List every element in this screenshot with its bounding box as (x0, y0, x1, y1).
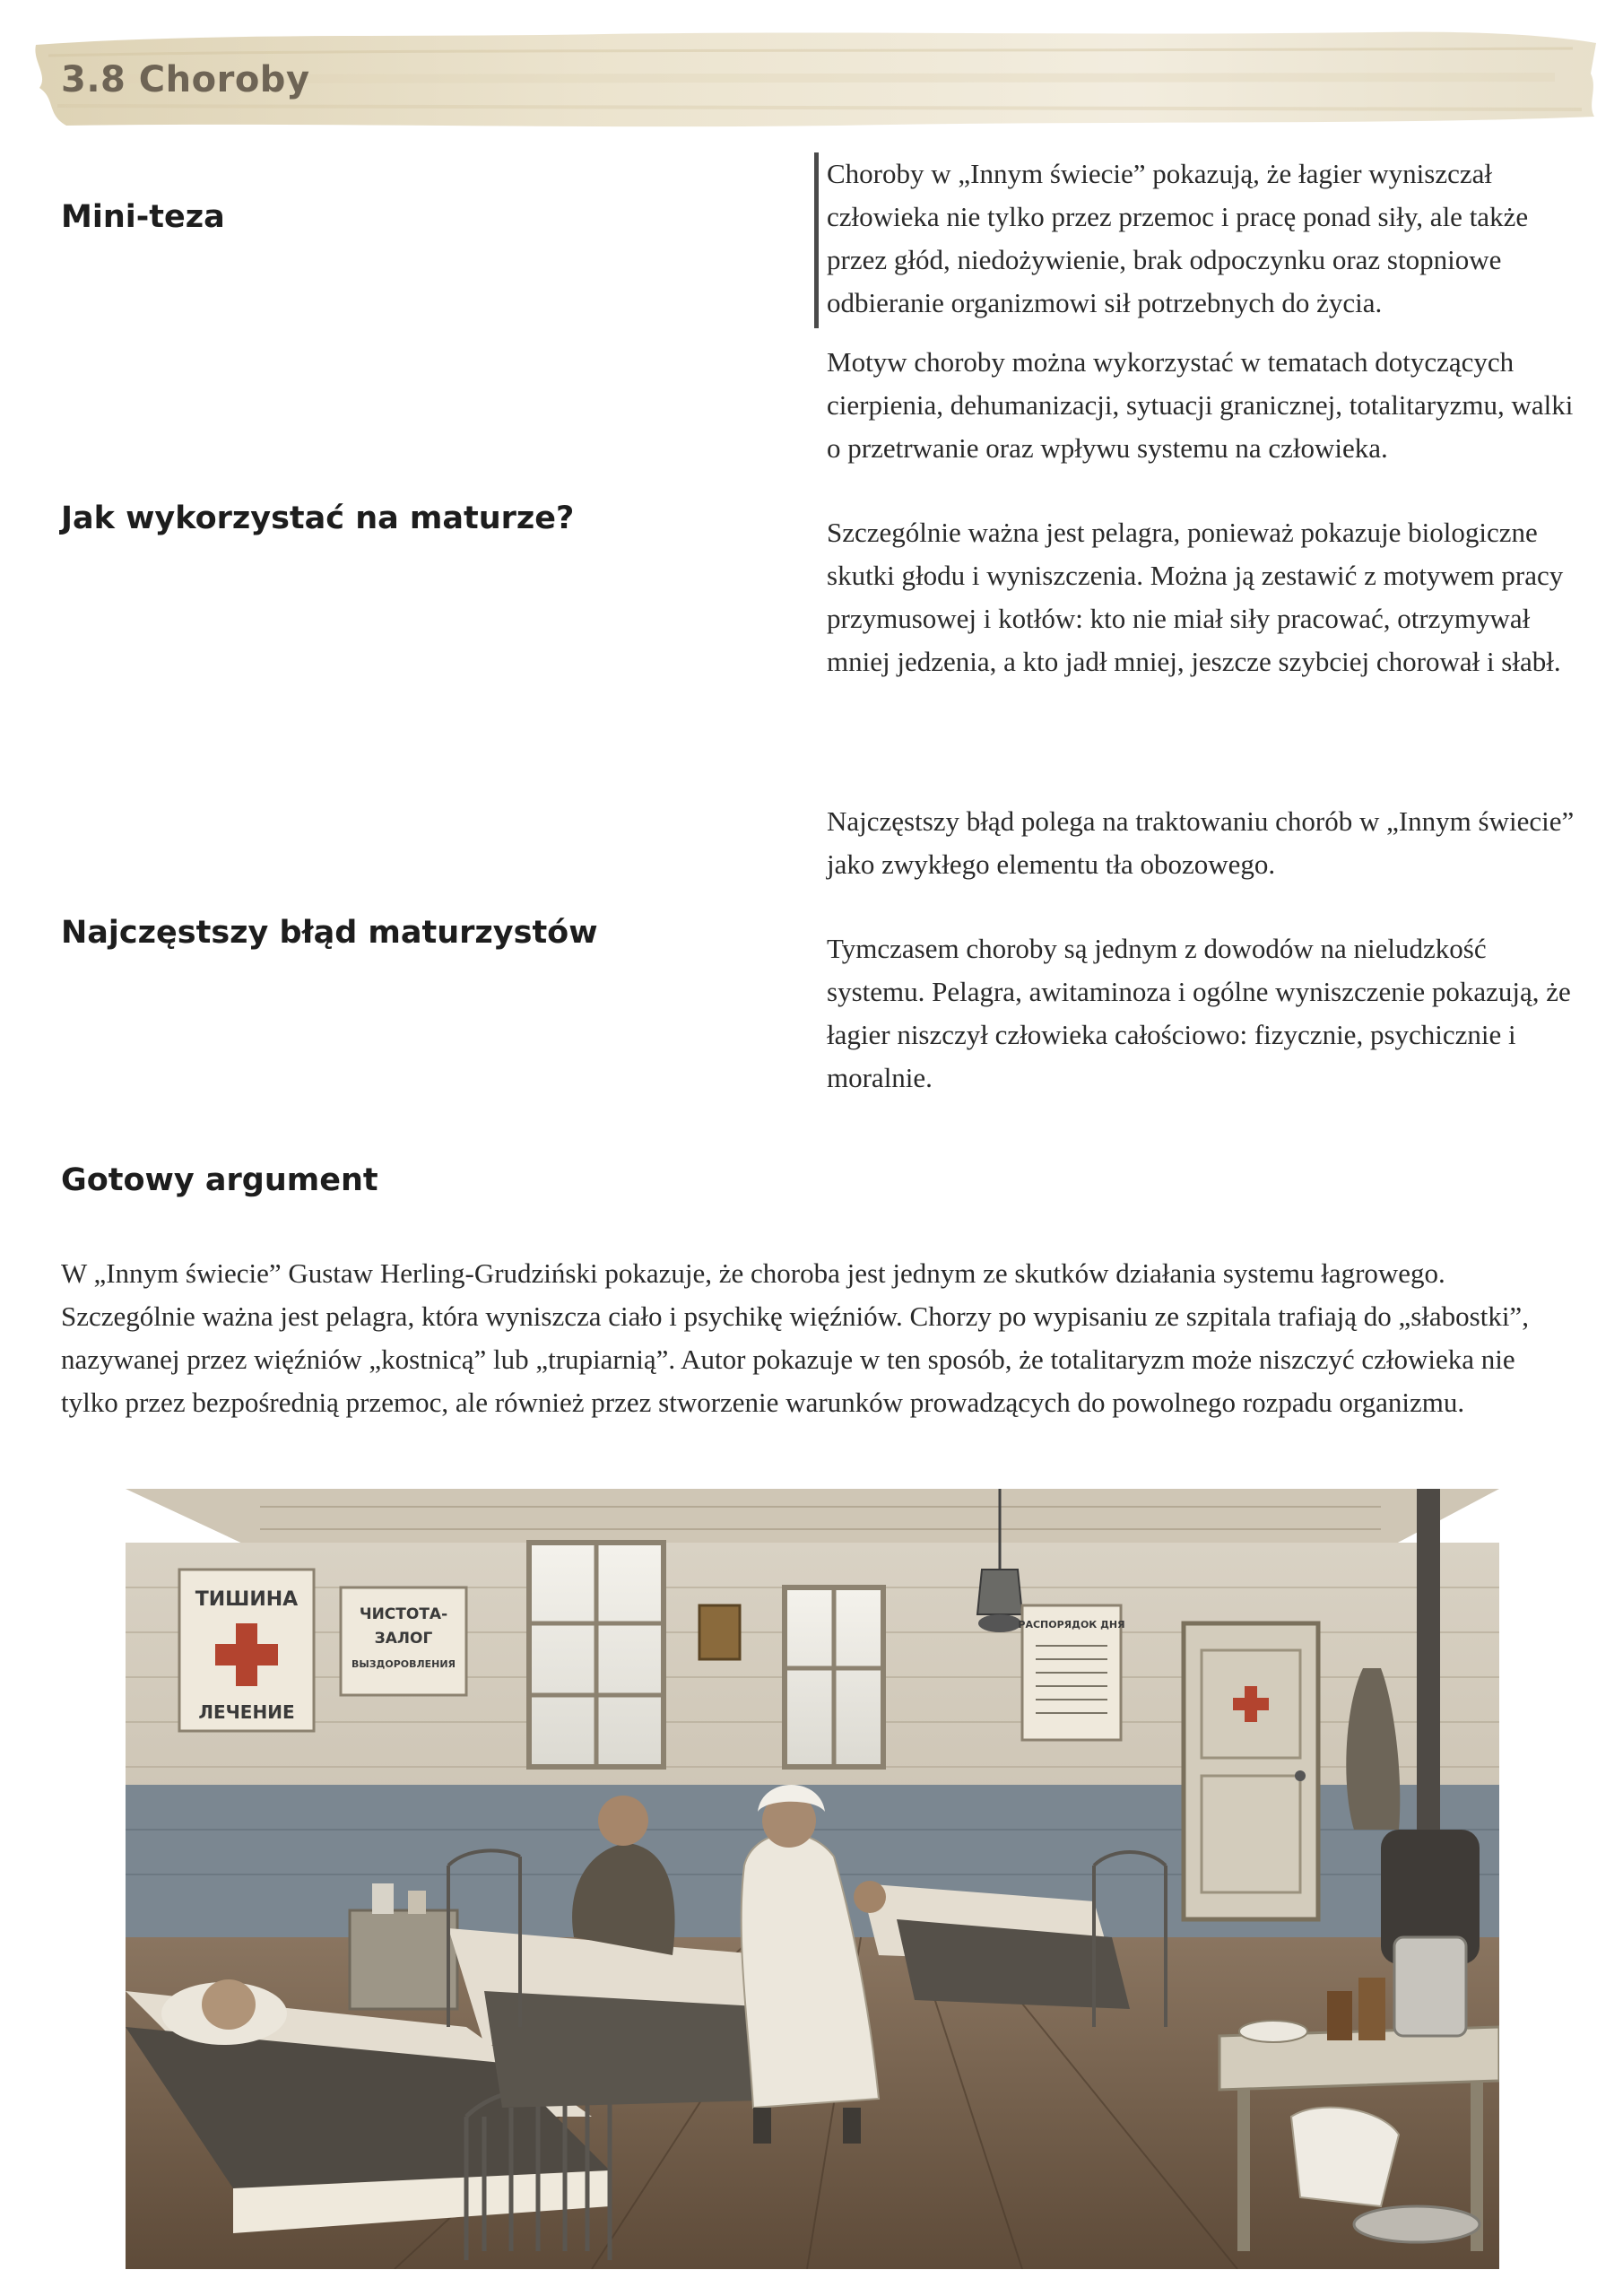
matura-heading: Jak wykorzystać na maturze? (61, 500, 575, 536)
argument-text: W „Innym świecie” Gustaw Herling-Grudziński pokazuje, że choroba jest jednym ze skutków działania systemu łagrowego. Szczególnie ważna jest pelagra, która wyniszcza ciało i psychikę więźniów. Chorzy po wypisaniu ze szpitala trafiają do „słabostki”, nazywanej przez więźniów „kostnicą” lub „trupiarnią”. Autor pokazuje w ten sposób, że totalitaryzm może niszczyć człowieka nie tylko przez bezpośrednią przemoc, ale również przez stworzenie warunków prowadzących do powolnego rozpadu organizmu. (61, 1257, 1529, 1418)
matura-text-block (827, 341, 1580, 683)
blad-text-block (827, 800, 1580, 1100)
daily-schedule-notice (1018, 1605, 1124, 1740)
matura-paragraph-2: Szczególnie ważna jest pelagra, ponieważ pokazuje biologiczne skutki głodu i wyniszczenia. Można ją zestawić z motywem pracy przymusowej i kotłów: kto nie miał siły pracować, otrzymywał mniej jedzenia, a kto jadł mniej, jeszcze szybciej chorował i słabł. (827, 517, 1564, 677)
thesis-accent-bar (814, 152, 819, 328)
svg-text:ВЫЗДОРОВЛЕНИЯ: ВЫЗДОРОВЛЕНИЯ (351, 1658, 456, 1670)
blad-paragraph-1: Najczęstszy błąd polega na traktowaniu chorób w „Innym świecie” jako zwykłego elementu tła obozowego. (827, 805, 1575, 880)
door-with-red-cross (1184, 1623, 1318, 1919)
mini-teza-text: Choroby w „Innym świecie” pokazują, że łagier wyniszczał człowieka nie tylko przez przemoc i pracę ponad siły, ale także przez głód, niedożywienie, brak odpoczynku oraz stopniowe odbieranie organizmowi sił potrzebnych do życia. (827, 158, 1529, 318)
blad-paragraph-2: Tymczasem choroby są jednym z dowodów na nieludzkość systemu. Pelagra, awitaminoza i ogólne wyniszczenie pokazują, że łagier niszczył człowieka całościowo: fizycznie, psychicznie i moralnie. (827, 933, 1571, 1093)
window-right (785, 1587, 883, 1767)
poster-silence (179, 1570, 314, 1731)
argument-heading: Gotowy argument (61, 1162, 378, 1198)
svg-text:ЛЕЧЕНИЕ: ЛЕЧЕНИЕ (198, 1701, 295, 1723)
mini-teza-heading: Mini-teza (61, 199, 225, 235)
mini-teza-text-block (827, 152, 1580, 325)
poster-cleanliness (341, 1587, 466, 1695)
blad-heading: Najczęstszy błąd maturzystów (61, 915, 598, 951)
svg-text:ТИШИНА: ТИШИНА (195, 1588, 299, 1611)
svg-text:РАСПОРЯДОК ДНЯ: РАСПОРЯДОК ДНЯ (1018, 1619, 1125, 1631)
hospital-ward-illustration (126, 1489, 1499, 2269)
svg-text:ЗАЛОГ: ЗАЛОГ (374, 1630, 433, 1648)
window-left (529, 1543, 664, 1767)
icon-painting (699, 1605, 740, 1659)
svg-text:ЧИСТОТА-: ЧИСТОТА- (359, 1605, 448, 1623)
matura-paragraph-1: Motyw choroby można wykorzystać w tematach dotyczących cierpienia, dehumanizacji, sytuacji granicznej, totalitaryzmu, walki o przetrwanie oraz wpływu systemu na człowieka. (827, 346, 1574, 464)
page-title: 3.8 Choroby (61, 59, 310, 100)
